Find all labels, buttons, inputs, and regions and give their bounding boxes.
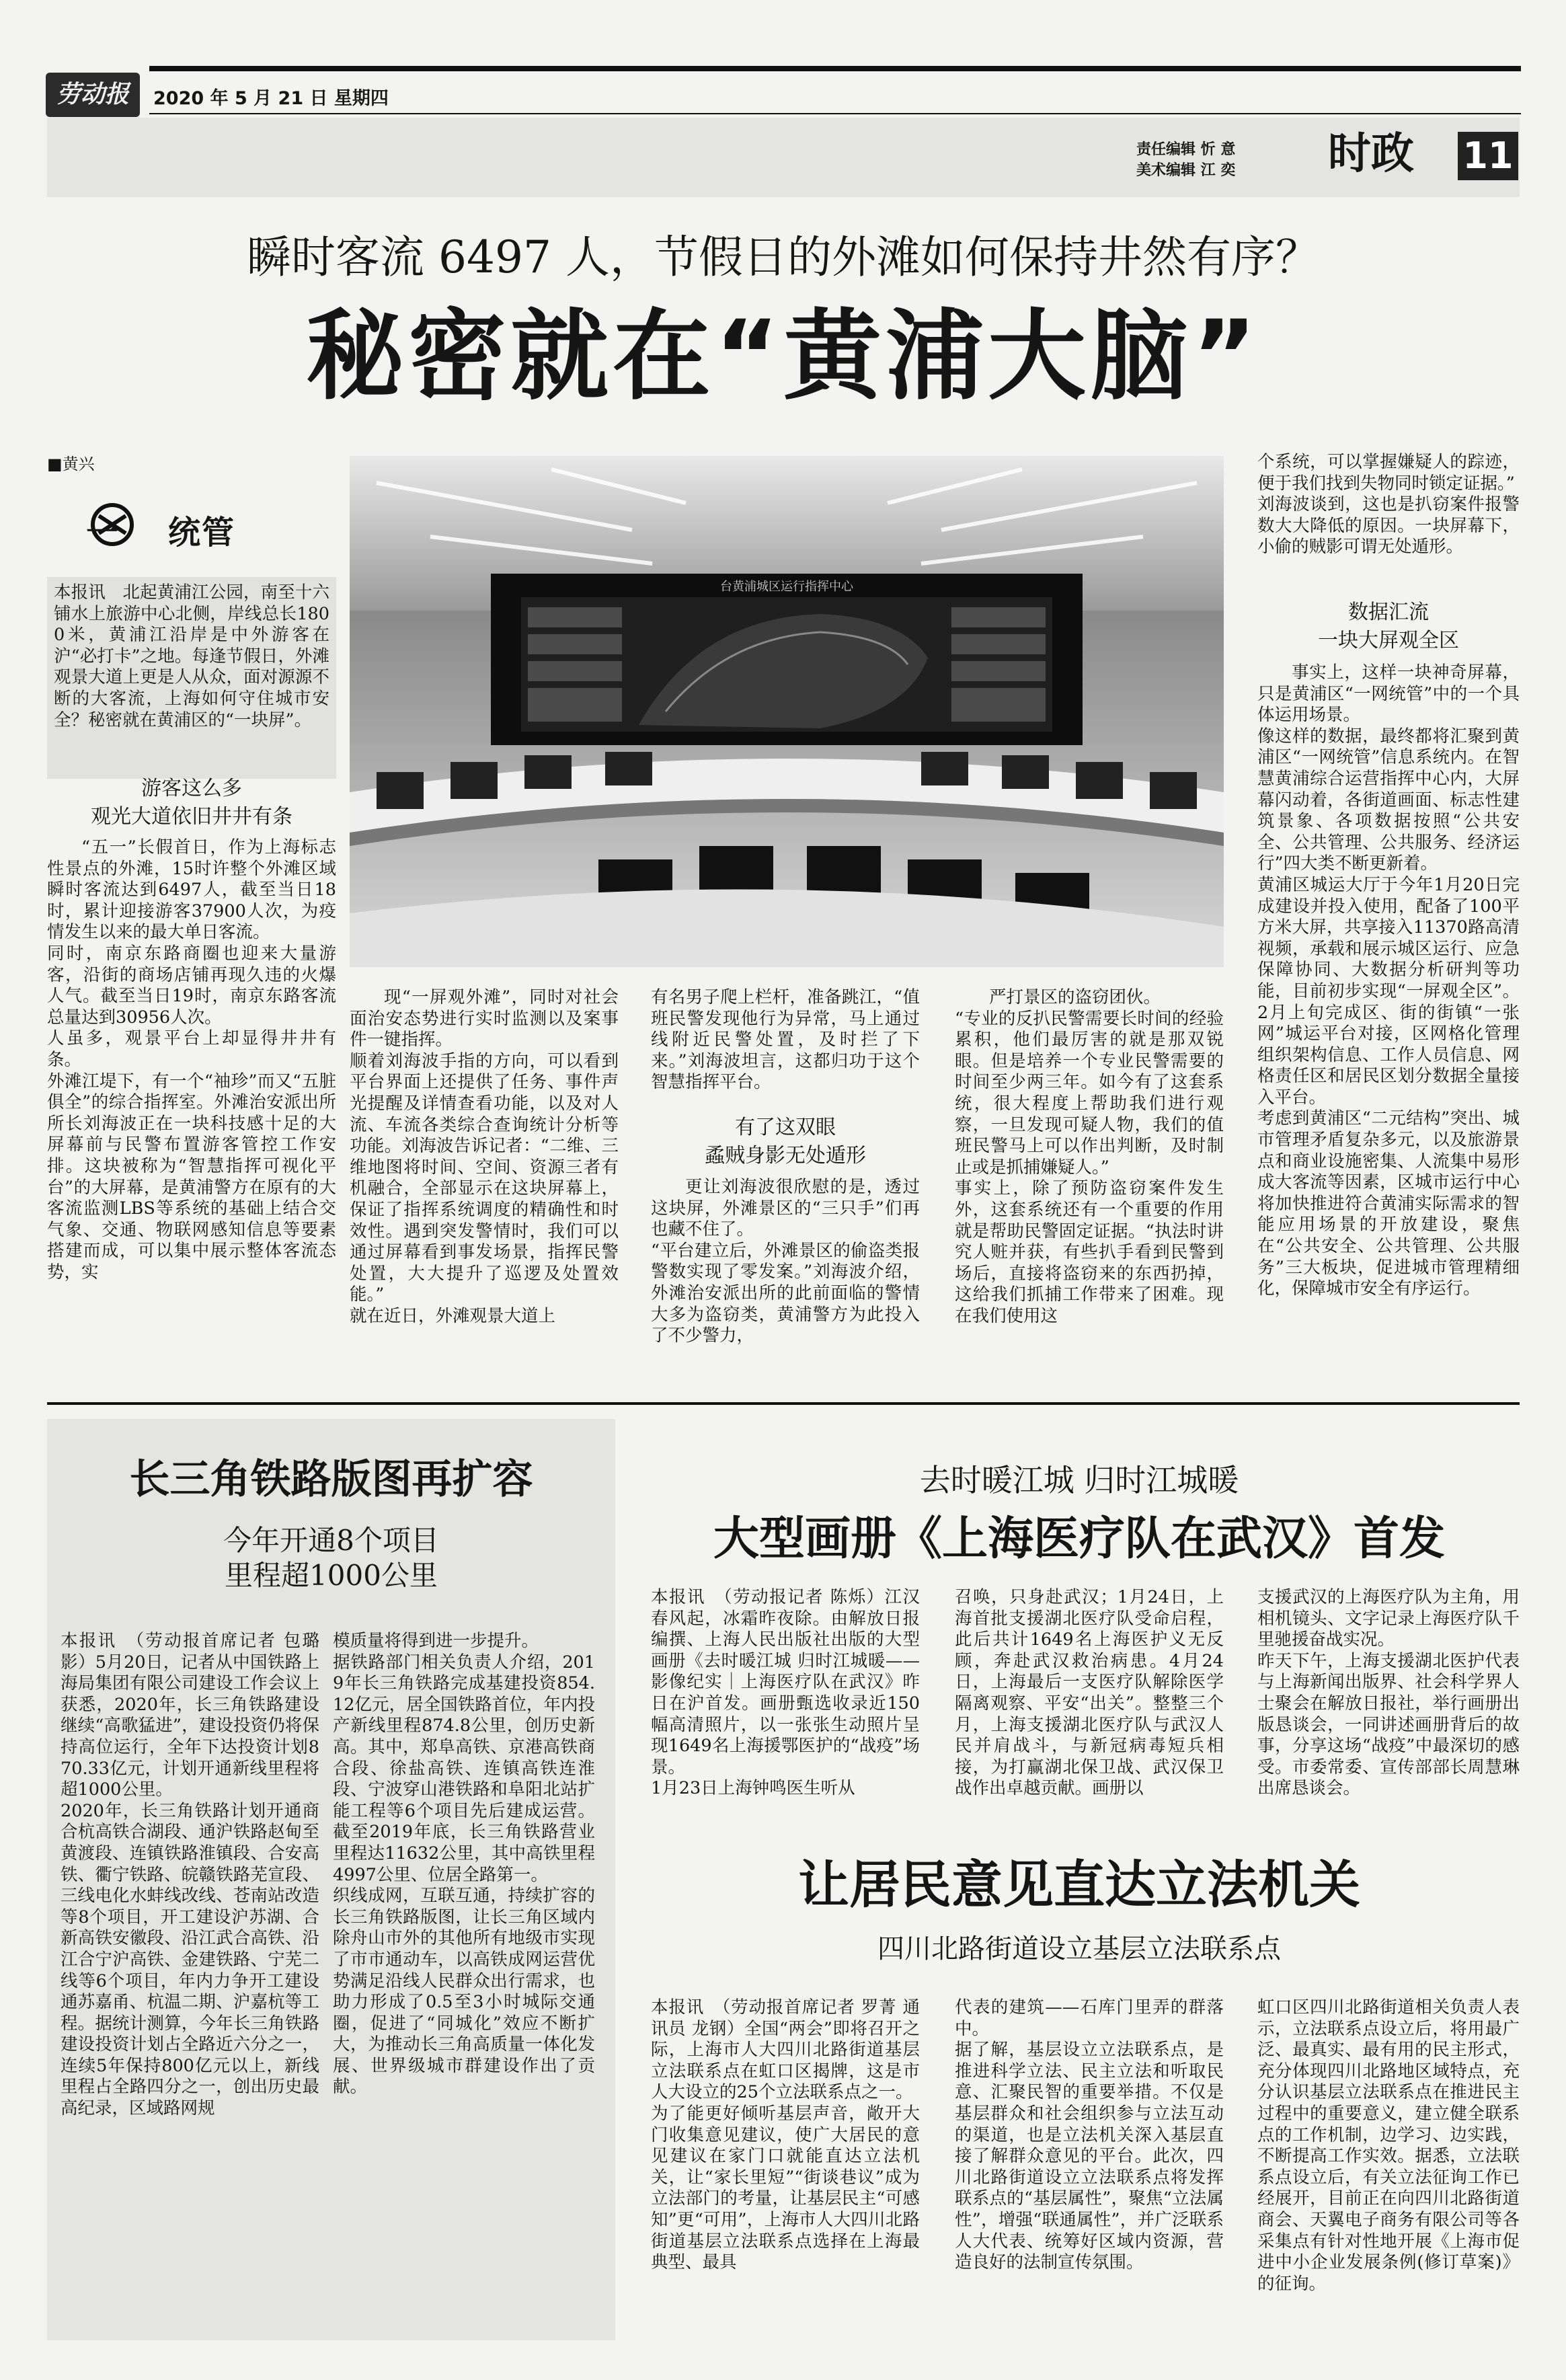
legis-col2: 代表的建筑——石库门里弄的群落中。 据了解，基层设立立法联系点，是推进科学立法、民主立法和听取民意、汇聚民智的重要举措。不仅是基层群众和社会组织参与立法互动的渠道，也是立法机关深入基层直接了解群众意见的平台。此次，四川北路街道设立立法联系点将发挥联系点的“基层属性”，聚焦“立法属性”，增强“联通属性”，并广泛联系人大代表、统筹好区域内资源，营造良好的法制宣传氛围。 bbox=[955, 1997, 1224, 2273]
album-col3: 支援武汉的上海医疗队为主角，用相机镜头、文字记录上海医疗队千里驰援奋战实况。 昨天下午，上海支援湖北医护代表与上海新闻出版界、社会科学界人士聚会在解放日报社，举行画册出版恳谈会，一同讲述画册背后的故事，分享这场“战疫”中最深切的感受。市委常委、宣传部部长周慧琳出席恳谈会。 bbox=[1257, 1587, 1520, 1799]
top-story-kicker: 瞬时客流 6497 人，节假日的外滩如何保持井然有序？ bbox=[247, 231, 1320, 283]
top-story-col1: “五一”长假首日，作为上海标志性景点的外滩，15时许整个外滩区域瞬时客流达到6497人，截至当日18时，累计迎接游客37900人次，为疫情发生以来的最大单日客流。 同时，南京东路商圈也迎来大量游客，沿街的商场店铺再现久违的火爆人气。截至当日19时，南京东路客流总量达到30956人次。 人虽多，观景平台上却显得井井有条。 外滩江堤下，有一个“袖珍”而又“五脏俱全”的综合指挥室。外滩治安派出所所长刘海波正在一块科技感十足的大屏幕前与民警布置游客管控工作安排。这块被称为“智慧指挥可视化平台”的大屏幕，是黄浦警方在原有的大客流监测LBS等系统的基础上结合交气象、交通、物联网感知信息等要素搭建而成，可以集中展示整体客流态势，实 bbox=[47, 837, 336, 1282]
section-name: 时政 bbox=[1328, 128, 1414, 179]
story-divider bbox=[47, 1402, 1520, 1405]
rail-subhead: 今年开通8个项目 里程超1000公里 bbox=[223, 1524, 439, 1592]
editor-credit: 责任编辑 忻 意 bbox=[1136, 141, 1236, 158]
top-story-headline: 秘密就在“黄浦大脑” bbox=[306, 299, 1261, 414]
top-story-col3a: 有名男子爬上栏杆，准备跳江，“值班民警发现他行为异常，马上通过线附近民警处置，及时拦了下来。”刘海波坦言，这都归功于这个智慧指挥平台。 bbox=[651, 987, 920, 1093]
page-number-box bbox=[1458, 132, 1518, 180]
intro-text: 本报讯 北起黄浦江公园，南至十六铺水上旅游中心北侧，岸线总长1800米，黄浦江沿岸是中外游客在沪“必打卡”之地。每逢节假日，外滩观景大道上更是人从众，面对源源不断的大客流，上海如何守住城市安全？秘密就在黄浦区的“一块屏”。 bbox=[54, 582, 329, 730]
screen-title: 台黄浦城区运行指挥中心 bbox=[720, 580, 853, 594]
rail-col2: 模质量将得到进一步提升。 据铁路部门相关负责人介绍，2019年长三角铁路完成基建投资854.12亿元，居全国铁路首位，年内投产新线里程874.8公里，创历史新高。其中，郑阜高铁、京港高铁商合段、徐盐高铁、连镇高铁连淮段、宁波穿山港铁路和阜阳北站扩能工程等6个项目先后建成运营。截至2019年底，长三角铁路营业里程达11632公里，其中高铁里程4997公里、位居全路第一。 织线成网，互联互通，持续扩容的长三角铁路版图，让长三角区域内除舟山市外的其他所有地级市实现了市市通动车，以高铁成网运营优势满足沿线人民群众出行需求，也助力形成了0.5至3小时城际交通圈，促进了“同城化”效应不断扩大，为推动长三角高质量一体化发展、世界级城市群建设作出了贡献。 bbox=[333, 1631, 595, 2098]
subhead-data: 数据汇流 一块大屏观全区 bbox=[1318, 601, 1459, 652]
rail-headline: 长三角铁路版图再扩容 bbox=[129, 1456, 533, 1503]
album-col1: 本报讯 （劳动报记者 陈烁）江汉春风起，冰霜昨夜除。由解放日报编撰、上海人民出版社出版的大型画册《去时暖江城 归时江城暖——影像纪实｜上海医疗队在武汉》昨日在沪首发。画册甄选收录近150幅高清照片，以一张张生动照片呈现1649名上海援鄂医护的“战疫”场景。 1月23日上海钟鸣医生听从 bbox=[651, 1587, 920, 1799]
art-editor-credit: 美术编辑 江 奕 bbox=[1136, 162, 1236, 179]
series-logo-prefix: 一 bbox=[86, 514, 120, 551]
series-logo-suffix: 统管 bbox=[168, 514, 236, 551]
series-logo-visible bbox=[86, 506, 235, 553]
album-kicker: 去时暖江城 归时江城暖 bbox=[919, 1462, 1239, 1498]
subhead-tourists: 游客这么多 观光大道依旧井井有条 bbox=[91, 777, 292, 829]
page-number: 11 bbox=[1462, 135, 1514, 177]
top-story-col4: 严打景区的盗窃团伙。 “专业的反扒民警需要长时间的经验累积，他们最厉害的就是那双锐眼。但是培养一个专业民警需要的时间至少两三年。如今有了这套系统，很大程度上帮助我们进行观察，一旦发现可疑人物，我们的值班民警马上可以作出判断，及时制止或是抓捕嫌疑人。” 事实上，除了预防盗窃案件发生外，这套系统还有一个重要的作用就是帮助民警固定证据。“执法时讲究人赃并获，有些扒手看到民警到场后，直接将盗窃来的东西扔掉，这给我们抓捕工作带来了困难。现在我们使用这 bbox=[955, 987, 1224, 1326]
command-center-scene bbox=[350, 456, 1224, 967]
top-rule bbox=[149, 66, 1521, 71]
legis-col1: 本报讯 （劳动报首席记者 罗菁 通讯员 龙钢）全国“两会”即将召开之际，上海市人大四川北路街道基层立法联系点在虹口区揭牌，这是市人大设立的25个立法联系点之一。 为了能更好倾听基层声音，敞开大门收集意见建议，使广大居民的意见建议在家门口就能直达立法机关，让“家长里短”“街谈巷议”成为立法部门的考量，让基层民主“可感知”更“可用”，上海市人大四川北路街道基层立法联系点选择在上海最典型、最具 bbox=[651, 1997, 920, 2273]
album-headline: 大型画册《上海医疗队在武汉》首发 bbox=[713, 1512, 1445, 1566]
subhead-eyes: 有了这双眼 蟊贼身影无处遁形 bbox=[705, 1116, 866, 1167]
top-story-col5-top: 个系统，可以掌握嫌疑人的踪迹，便于我们找到失物同时锁定证据。” 刘海波谈到，这也是扒窃案件报警数大大降低的原因。一块屏幕下，小偷的贼影可谓无处遁形。 bbox=[1257, 452, 1520, 558]
legis-headline: 让居民意见直达立法机关 bbox=[798, 1855, 1360, 1915]
masthead: 劳动报 bbox=[56, 80, 129, 108]
album-col2: 召唤，只身赴武汉；1月24日，上海首批支援湖北医疗队受命启程，此后共计1649名上海医护义无反顾，奔赴武汉救治病患。4月24日，上海最后一支医疗队解除医学隔离观察、平安“出关”。整整三个月，上海支援湖北医疗队与武汉人民并肩战斗，与新冠病毒短兵相接，为打赢湖北保卫战、武汉保卫战作出卓越贡献。画册以 bbox=[955, 1587, 1224, 1799]
author-byline: ■黄兴 bbox=[47, 455, 95, 473]
top-story-intro bbox=[47, 577, 336, 779]
top-story-col5: 事实上，这样一块神奇屏幕，只是黄浦区“一网统管”中的一个具体运用场景。 像这样的数据，最终都将汇聚到黄浦区“一网统管”信息系统内。在智慧黄浦综合运营指挥中心内，大屏幕闪动着，各街道画面、标志性建筑景象、各项数据按照“公共安全、公共管理、公共服务、经济运行”四大类不断更新着。 黄浦区城运大厅于今年1月20日完成建设并投入使用，配备了100平方米大屏，共享接入11370路高清视频，承载和展示城区运行、应急保障协同、大数据分析研判等功能，目前初步实现“一屏观全区”。2月上旬完成区、街的街镇“一张网”城运平台对接，区网格化管理组织架构信息、工作人员信息、网格责任区和居民区划分数据全量接入平台。 考虑到黄浦区“二元结构”突出、城市管理矛盾复杂多元，以及旅游景点和商业设施密集、人流集中易形成大客流等因素，区城市运行中心将加快推进符合黄浦实际需求的智能应用场景的开放建设，聚焦在“公共安全、公共管理、公共服务”三大板块，促进城市管理精细化，保障城市安全有序运行。 bbox=[1257, 662, 1520, 1299]
masthead-logo bbox=[46, 73, 140, 117]
legis-col3: 虹口区四川北路街道相关负责人表示，立法联系点设立后，将用最广泛、最真实、最有用的民主形式，充分体现四川北路地区域特点，充分认识基层立法联系点在推进民主过程中的重要意义，建立健全联系点的工作机制，边学习、边实践，不断提高工作实效。据悉，立法联系点设立后，有关立法征询工作已经展开，目前正在向四川北路街道商会、天翼电子商务有限公司等各采集点有针对性地开展《上海市促进中小企业发展条例(修订草案)》的征询。 bbox=[1257, 1997, 1520, 2294]
issue-date: 2020 年 5 月 21 日 星期四 bbox=[153, 88, 389, 109]
top-story-col3b: 更让刘海波很欣慰的是，透过这块屏，外滩景区的“三只手”们再也藏不住了。 “平台建立后，外滩景区的偷盗类报警数实现了零发案。”刘海波介绍，外滩治安派出所的此前面临的警情大多为盗窃类，黄浦警方为此投入了不少警力， bbox=[651, 1177, 920, 1346]
header-band bbox=[47, 118, 1520, 197]
rail-col1: 本报讯 （劳动报首席记者 包璐影）5月20日，记者从中国铁路上海局集团有限公司建设工作会议上获悉，2020年，长三角铁路建设继续“高歌猛进”，建设投资仍将保持高位运行，全年下达投资计划870.33亿元，计划开通新线里程将超1000公里。 2020年，长三角铁路计划开通商合杭高铁合湖段、通沪铁路赵甸至黄渡段、连镇铁路淮镇段、合安高铁、衢宁铁路、皖赣铁路芜宣段、三线电化水蚌线改线、苍南站改造等8个项目，开工建设沪苏湖、合新高铁安徽段、沿江武合高铁、沿江合宁沪高铁、金建铁路、宁芜二线等6个项目，年内力争开工建设通苏嘉甬、杭温二期、沪嘉杭等工程。据统计测算，今年长三角铁路建设投资计划占全路近六分之一，连续5年保持800亿元以上，新线里程占全路四分之一，创出历史最高纪录，区域路网规 bbox=[61, 1631, 319, 2119]
legis-subhead: 四川北路街道设立基层立法联系点 bbox=[877, 1933, 1281, 1964]
top-story-col2: 现“一屏观外滩”，同时对社会面治安态势进行实时监测以及案事件一键指挥。 顺着刘海波手指的方向，可以看到平台界面上还提供了任务、事件声光提醒及详情查看功能，以及对人流、车流各类综合查询统计分析等功能。刘海波告诉记者：“二维、三维地图将时间、空间、资源三者有机融合，全部显示在这块屏幕上，保证了指挥系统调度的精确性和时效性。遇到突发警情时，我们可以通过屏幕看到事发场景，指挥民警处置，大大提升了巡逻及处置效能。” 就在近日，外滩观景大道上 bbox=[350, 987, 619, 1326]
header-thin-rule bbox=[149, 113, 1521, 114]
command-center-photo bbox=[350, 456, 1224, 967]
